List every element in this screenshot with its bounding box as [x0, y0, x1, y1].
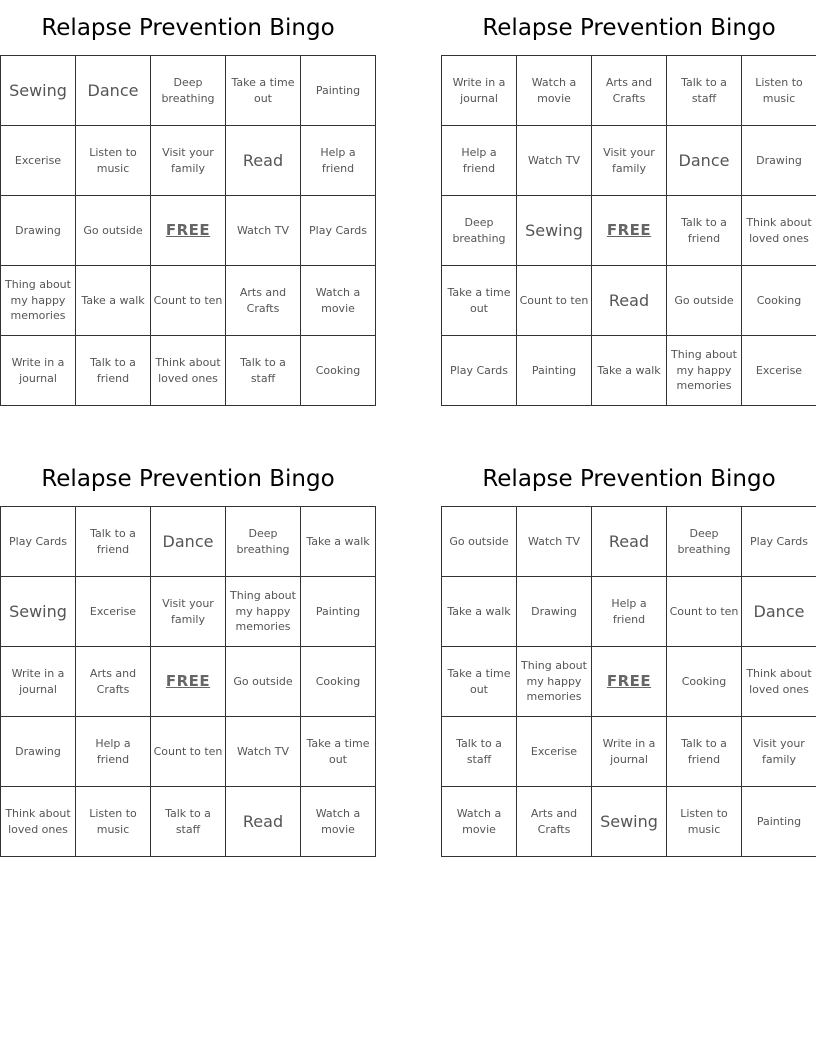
bingo-grid: [0, 55, 376, 406]
bingo-cell: Deep breathing: [151, 56, 226, 126]
bingo-card-2: [441, 0, 816, 406]
free-space-cell: FREE: [592, 196, 667, 266]
bingo-cell: Read: [592, 266, 667, 336]
bingo-cell: Listen to music: [76, 126, 151, 196]
bingo-cell: Cooking: [301, 336, 376, 406]
bingo-cell: Talk to a staff: [442, 717, 517, 787]
bingo-cell: Read: [226, 787, 301, 857]
bingo-cell: Excerise: [76, 577, 151, 647]
bingo-cell: Play Cards: [742, 507, 816, 577]
bingo-cell: Think about loved ones: [1, 787, 76, 857]
bingo-cell: Read: [592, 507, 667, 577]
bingo-cell: Watch TV: [226, 196, 301, 266]
card-title: Relapse Prevention Bingo: [41, 466, 335, 492]
bingo-cell: Deep breathing: [442, 196, 517, 266]
bingo-cell: Talk to a friend: [76, 507, 151, 577]
card-title: Relapse Prevention Bingo: [482, 15, 776, 41]
free-space-cell: FREE: [151, 647, 226, 717]
bingo-cell: Count to ten: [151, 717, 226, 787]
bingo-cell: Watch TV: [226, 717, 301, 787]
bingo-cell: Take a time out: [442, 266, 517, 336]
bingo-cell: Take a walk: [592, 336, 667, 406]
bingo-cell: Take a time out: [226, 56, 301, 126]
bingo-cell: Dance: [742, 577, 816, 647]
bingo-cell: Dance: [151, 507, 226, 577]
bingo-cell: Deep breathing: [667, 507, 742, 577]
bingo-cell: Painting: [301, 56, 376, 126]
bingo-cell: Sewing: [592, 787, 667, 857]
bingo-cell: Take a time out: [442, 647, 517, 717]
bingo-cell: Listen to music: [667, 787, 742, 857]
bingo-cell: Arts and Crafts: [76, 647, 151, 717]
bingo-cell: Excerise: [1, 126, 76, 196]
bingo-cell: Take a time out: [301, 717, 376, 787]
bingo-cell: Help a friend: [442, 126, 517, 196]
bingo-cell: Go outside: [76, 196, 151, 266]
bingo-cell: Arts and Crafts: [226, 266, 301, 336]
bingo-cell: Write in a journal: [1, 647, 76, 717]
bingo-cell: Visit your family: [151, 126, 226, 196]
bingo-cell: Talk to a staff: [151, 787, 226, 857]
bingo-cell: Count to ten: [517, 266, 592, 336]
bingo-cell: Think about loved ones: [742, 647, 816, 717]
bingo-cell: Drawing: [742, 126, 816, 196]
bingo-cell: Watch a movie: [301, 266, 376, 336]
bingo-cell: Count to ten: [667, 577, 742, 647]
bingo-card-3: [0, 451, 376, 857]
bingo-cell: Listen to music: [742, 56, 816, 126]
bingo-cell: Watch a movie: [442, 787, 517, 857]
bingo-cell: Play Cards: [1, 507, 76, 577]
bingo-cell: Thing about my happy memories: [1, 266, 76, 336]
bingo-cell: Help a friend: [592, 577, 667, 647]
bingo-cell: Go outside: [226, 647, 301, 717]
bingo-cell: Drawing: [517, 577, 592, 647]
bingo-cell: Painting: [301, 577, 376, 647]
bingo-cell: Thing about my happy memories: [226, 577, 301, 647]
bingo-cell: Dance: [76, 56, 151, 126]
free-space-cell: FREE: [592, 647, 667, 717]
bingo-cell: Painting: [742, 787, 816, 857]
bingo-cell: Painting: [517, 336, 592, 406]
bingo-grid: [0, 506, 376, 857]
bingo-cell: Watch a movie: [301, 787, 376, 857]
bingo-cell: Read: [226, 126, 301, 196]
bingo-cell: Arts and Crafts: [517, 787, 592, 857]
bingo-cell: Dance: [667, 126, 742, 196]
bingo-cell: Talk to a staff: [667, 56, 742, 126]
card-title: Relapse Prevention Bingo: [41, 15, 335, 41]
bingo-cell: Visit your family: [742, 717, 816, 787]
bingo-cell: Take a walk: [76, 266, 151, 336]
bingo-cell: Cooking: [301, 647, 376, 717]
bingo-cell: Take a walk: [301, 507, 376, 577]
bingo-cell: Sewing: [517, 196, 592, 266]
bingo-cell: Take a walk: [442, 577, 517, 647]
bingo-cell: Drawing: [1, 196, 76, 266]
bingo-cell: Cooking: [742, 266, 816, 336]
bingo-cell: Watch TV: [517, 507, 592, 577]
bingo-grid: [441, 506, 816, 857]
bingo-cell: Talk to a friend: [76, 336, 151, 406]
bingo-cell: Play Cards: [442, 336, 517, 406]
card-title: Relapse Prevention Bingo: [482, 466, 776, 492]
bingo-cell: Play Cards: [301, 196, 376, 266]
bingo-grid: [441, 55, 816, 406]
bingo-cell: Write in a journal: [442, 56, 517, 126]
bingo-cell: Excerise: [742, 336, 816, 406]
bingo-cell: Sewing: [1, 56, 76, 126]
bingo-cell: Write in a journal: [592, 717, 667, 787]
bingo-cell: Think about loved ones: [151, 336, 226, 406]
bingo-cell: Thing about my happy memories: [517, 647, 592, 717]
bingo-cell: Arts and Crafts: [592, 56, 667, 126]
bingo-cell: Watch a movie: [517, 56, 592, 126]
bingo-cell: Talk to a friend: [667, 196, 742, 266]
bingo-cell: Sewing: [1, 577, 76, 647]
bingo-cell: Go outside: [667, 266, 742, 336]
bingo-cell: Visit your family: [151, 577, 226, 647]
bingo-card-1: [0, 0, 376, 406]
bingo-cell: Thing about my happy memories: [667, 336, 742, 406]
bingo-cell: Talk to a friend: [667, 717, 742, 787]
bingo-card-4: [441, 451, 816, 857]
bingo-cell: Help a friend: [301, 126, 376, 196]
bingo-cell: Think about loved ones: [742, 196, 816, 266]
bingo-cell: Drawing: [1, 717, 76, 787]
bingo-cell: Listen to music: [76, 787, 151, 857]
bingo-cell: Help a friend: [76, 717, 151, 787]
bingo-cell: Visit your family: [592, 126, 667, 196]
bingo-cell: Excerise: [517, 717, 592, 787]
bingo-cell: Go outside: [442, 507, 517, 577]
bingo-cell: Cooking: [667, 647, 742, 717]
bingo-cell: Watch TV: [517, 126, 592, 196]
bingo-cell: Count to ten: [151, 266, 226, 336]
free-space-cell: FREE: [151, 196, 226, 266]
bingo-cell: Talk to a staff: [226, 336, 301, 406]
bingo-cell: Deep breathing: [226, 507, 301, 577]
bingo-cell: Write in a journal: [1, 336, 76, 406]
